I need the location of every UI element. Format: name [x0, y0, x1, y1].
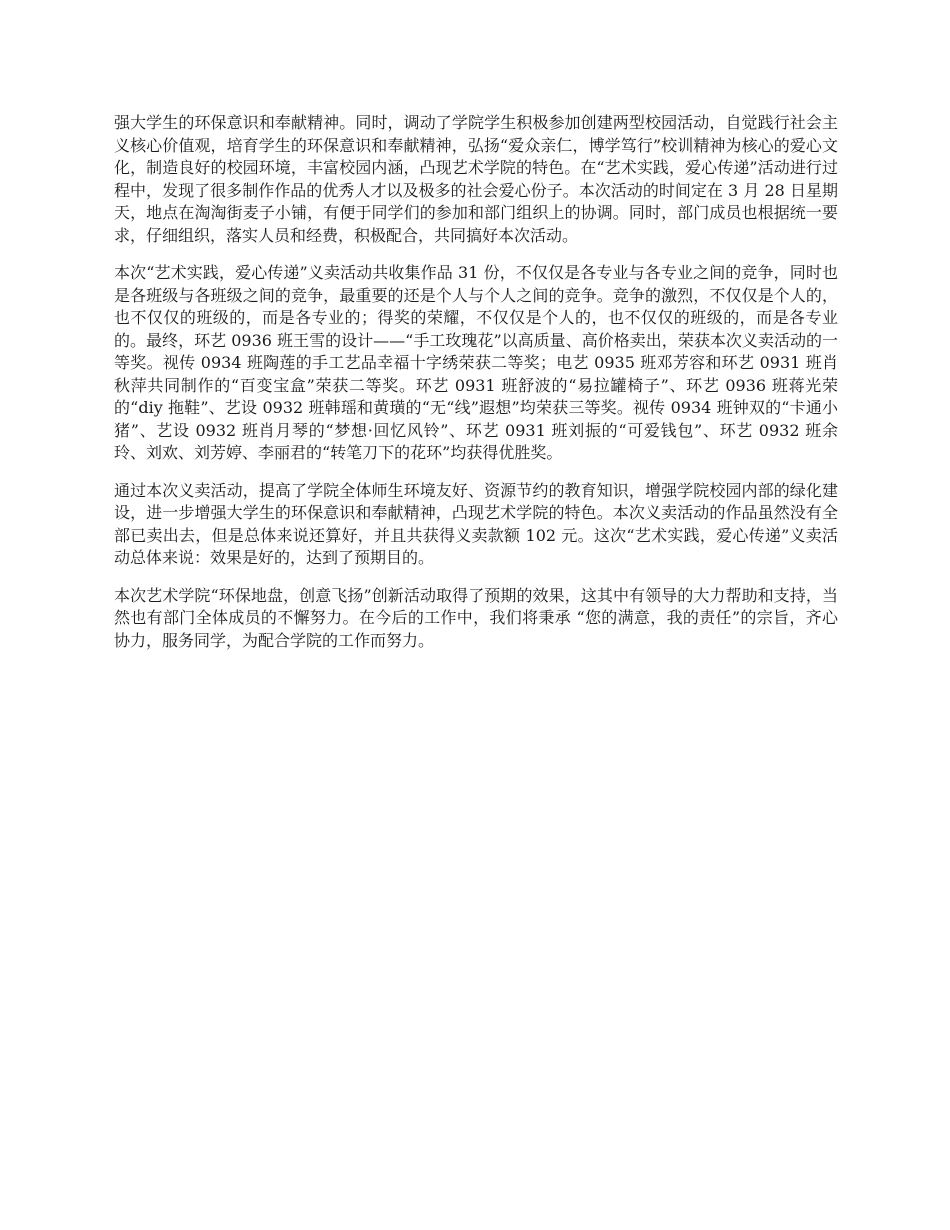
document-body: [114, 112, 838, 667]
paragraph-2: 本次“艺术实践，爱心传递”义卖活动共收集作品 31 份，不仅仅是各专业与各专业之间的竞争，同时也是各班级与各班级之间的竞争，最重要的还是个人与个人之间的竞争。竞争的激烈，不仅仅是个人的，也不仅仅的班级的，而是各专业的；得奖的荣耀，不仅仅是个人的，也不仅仅的班级的，而是各专业的。最终，环艺 0936 班王雪的设计——“手工玫瑰花”以高质量、高价格卖出，荣获本次义卖活动的一等奖。视传 0934 班陶莲的手工艺品幸福十字绣荣获二等奖；电艺 0935 班邓芳容和环艺 0931 班肖秋萍共同制作的“百变宝盒”荣获二等奖。环艺 0931 班舒波的“易拉罐椅子”、环艺 0936 班蒋光荣的“diy 拖鞋”、艺设 0932 班韩瑶和黄璜的“无“线”遐想”均荣获三等奖。视传 0934 班钟双的“卡通小猪”、艺设 0932 班肖月琴的“梦想·回忆风铃”、环艺 0931 班刘振的“可爱钱包”、环艺 0932 班余玲、刘欢、刘芳婷、李丽君的“转笔刀下的花环”均获得优胜奖。: [114, 263, 838, 462]
paragraph-4: 本次艺术学院“环保地盘，创意飞扬”创新活动取得了预期的效果，这其中有领导的大力帮助和支持，当然也有部门全体成员的不懈努力。在今后的工作中，我们将秉承 “您的满意，我的责任”的宗旨，齐心协力，服务同学，为配合学院的工作而努力。: [114, 585, 838, 650]
paragraph-3: 通过本次义卖活动，提高了学院全体师生环境友好、资源节约的教育知识，增强学院校园内部的绿化建设，进一步增强大学生的环保意识和奉献精神，凸现艺术学院的特色。本次义卖活动的作品虽然没有全部已卖出去，但是总体来说还算好，并且共获得义卖款额 102 元。这次“艺术实践，爱心传递”义卖活动总体来说：效果是好的，达到了预期目的。: [114, 480, 838, 567]
paragraph-1: 强大学生的环保意识和奉献精神。同时，调动了学院学生积极参加创建两型校园活动，自觉践行社会主义核心价值观，培育学生的环保意识和奉献精神，弘扬“爱众亲仁，博学笃行”校训精神为核心的爱心文化，制造良好的校园环境，丰富校园内涵，凸现艺术学院的特色。在“艺术实践，爱心传递”活动进行过程中，发现了很多制作作品的优秀人才以及极多的社会爱心份子。本次活动的时间定在 3 月 28 日星期天，地点在淘淘街麦子小铺，有便于同学们的参加和部门组织上的协调。同时，部门成员也根据统一要求，仔细组织，落实人员和经费，积极配合，共同搞好本次活动。: [114, 113, 838, 245]
